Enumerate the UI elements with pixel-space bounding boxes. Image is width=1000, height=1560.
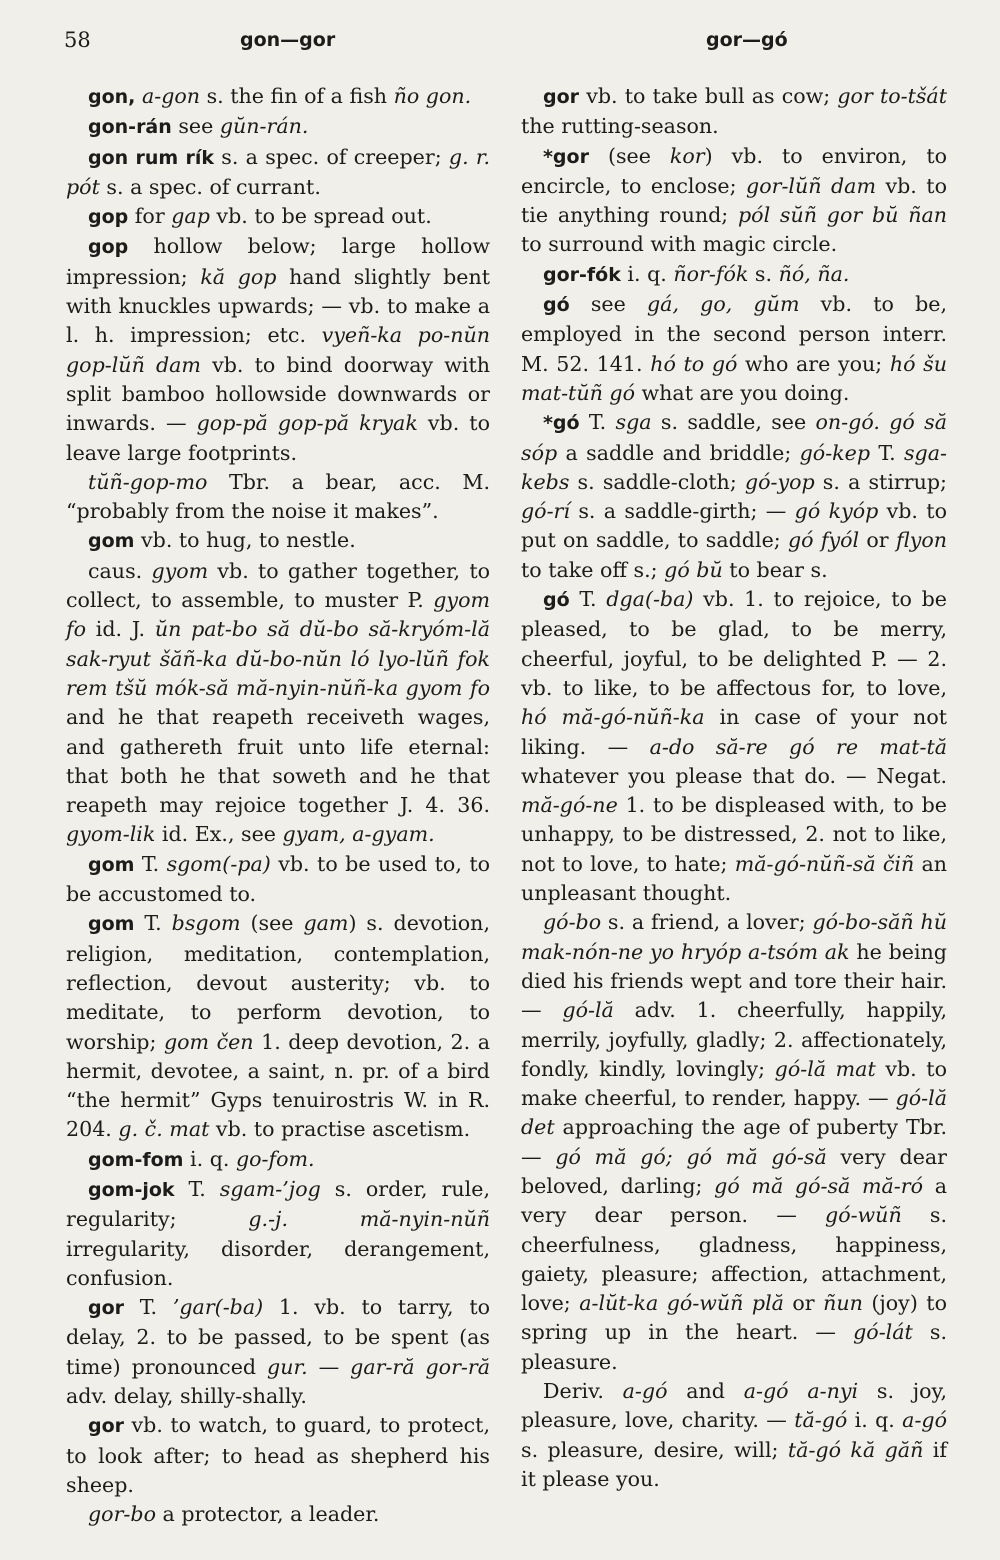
headword: gom-fom — [88, 1148, 184, 1171]
italic-form: gó-lát — [853, 1320, 913, 1345]
italic-form: sgom(-pa) — [166, 851, 271, 876]
dictionary-entry — [66, 1411, 490, 1500]
definition-text: (see — [588, 143, 670, 168]
italic-form: gyom-lik — [66, 822, 156, 847]
definition-text: s. a friend, a lover; — [601, 910, 813, 935]
definition-text: s. saddle, see — [651, 410, 816, 435]
definition-text: s. order, rule, regularity; — [66, 1176, 490, 1232]
headword: *gor — [543, 145, 589, 168]
definition-text: s. pleasure, desire, will; — [521, 1437, 788, 1462]
headword: gor — [88, 1415, 125, 1438]
dictionary-entry — [66, 468, 490, 527]
dictionary-entry — [66, 850, 490, 910]
dictionary-entry — [66, 1293, 490, 1411]
definition-text: adv. 1. cheerfully, happily, merrily, joyfully, gladly; 2. affectionately, fondly, kindly, lovingly; — [521, 998, 948, 1081]
dictionary-entry — [66, 1500, 490, 1529]
italic-form: gó-kep — [799, 440, 871, 465]
dictionary-entry — [521, 908, 947, 1377]
italic-form: sga-kebs — [521, 440, 947, 494]
italic-form: go-fom. — [235, 1146, 315, 1171]
definition-text: vb. to bind doorway with split bamboo hollowside downwards or inwards. — — [66, 352, 490, 436]
dictionary-entry — [66, 557, 490, 850]
definition-text: see — [171, 114, 220, 139]
dictionary-entry — [521, 142, 947, 260]
italic-form: bsgom — [171, 911, 241, 936]
italic-form: gó mă gó-să mă-ró — [714, 1173, 924, 1198]
header-right: gor—gó — [706, 29, 788, 51]
italic-form: ñun — [823, 1291, 863, 1316]
definition-text: to take off s.; — [521, 557, 665, 582]
definition-text: for — [128, 204, 172, 229]
definition-text: i. q. — [620, 261, 674, 286]
italic-form: hó to gó — [650, 351, 738, 376]
definition-text: (joy) to spring up in the heart. — — [521, 1291, 947, 1345]
definition-text: s. the fin of a fish — [200, 84, 394, 108]
definition-text: 1. to be displeased with, to be unhappy, to be distressed, 2. not to like, not to love, to hate; — [521, 793, 947, 876]
definition-text: 1. deep devotion, 2. a hermit, devotee, a saint, n. pr. of a bird “the hermit” Gyps tenuirostris W. in R. 204. — [66, 1029, 490, 1142]
dictionary-entry — [66, 112, 490, 142]
italic-form: gor-lŭñ dam — [746, 173, 876, 198]
headword: *gó — [543, 412, 580, 435]
definition-text: irregularity, disorder, derangement, confusion. — [66, 1236, 490, 1290]
definition-text: s. pleasure. — [521, 1320, 947, 1374]
italic-form: gó-lă det — [521, 1086, 947, 1140]
dictionary-entry — [521, 82, 947, 142]
definition-text: vb. to be, employed in the second person interr. M. 52. 141. — [521, 292, 948, 376]
dictionary-entry — [66, 526, 490, 556]
definition-text: vb. to hug, to nestle. — [134, 528, 356, 553]
definition-text: Tbr. a bear, acc. M. “probably from the noise it makes”. — [66, 469, 490, 524]
definition-text: ) vb. to environ, to encircle, to enclose; — [521, 143, 948, 198]
definition-text: s. a saddle-girth; — — [569, 499, 795, 524]
definition-text: hollow below; large hollow impression; — [66, 234, 490, 289]
italic-form: kor — [669, 143, 705, 168]
italic-form: gó-yop — [744, 469, 815, 494]
definition-text: and — [667, 1379, 744, 1404]
italic-form: sga — [615, 410, 652, 435]
italic-form: gyom fo — [66, 588, 490, 642]
definition-text: vb. to tie anything round; — [521, 173, 947, 228]
italic-form: gŭn-rán. — [219, 114, 309, 139]
headword: gó — [543, 294, 570, 317]
definition-text: adv. delay, shilly-shally. — [66, 1384, 307, 1409]
definition-text: caus. — [88, 558, 152, 583]
definition-text: a saddle and briddle; — [557, 440, 800, 465]
dictionary-entry — [66, 1145, 490, 1175]
running-head — [0, 26, 1000, 60]
definition-text: vb. to practise ascetism. — [209, 1117, 471, 1142]
definition-text: — — [307, 1354, 351, 1379]
definition-text: s. joy, pleasure, love, charity. — — [521, 1379, 947, 1433]
definition-text: or — [859, 528, 896, 553]
italic-form: gop-pă gop-pă kryak — [196, 411, 418, 436]
italic-form: gó-rí — [521, 499, 570, 524]
definition-text: i. q. — [183, 1146, 236, 1171]
headword: gon, — [88, 86, 136, 108]
definition-text: and he that reapeth receiveth wages, and gathereth fruit unto life eternal: that both he that soweth and he that reapeth may rejoice together J. 4. 36. — [66, 705, 490, 818]
italic-form: gap — [171, 204, 210, 229]
italic-form: mă-gó-ne — [521, 793, 618, 818]
definition-text: s. a spec. of creeper; — [214, 144, 449, 169]
definition-text: T. — [870, 440, 904, 465]
italic-form: a-gon — [141, 84, 201, 108]
headword: gon rum rík — [88, 146, 215, 169]
definition-text: vb. to be spread out. — [209, 204, 432, 229]
italic-form: gur. — [267, 1354, 308, 1379]
italic-form: a-gó — [622, 1379, 668, 1404]
dictionary-entry — [66, 1175, 490, 1293]
dictionary-entry — [66, 232, 490, 467]
definition-text: T. — [569, 587, 607, 612]
definition-text: 1. vb. to tarry, to delay, 2. to be passed, to be spent (as time) pronounced — [66, 1295, 490, 1379]
definition-text: whatever you please that do. — Negat. — [521, 763, 947, 788]
italic-form: on-gó. gó să sóp — [521, 410, 948, 465]
definition-text: T. — [134, 851, 167, 876]
italic-form: kă gop — [200, 264, 277, 289]
dictionary-entry — [66, 143, 490, 203]
headword: gor — [88, 1297, 125, 1320]
italic-form: ño gon. — [393, 84, 472, 108]
headword: gom — [88, 853, 135, 876]
right-column — [521, 82, 947, 1494]
definition-text: s. cheerfulness, gladness, happiness, gaiety, pleasure; affection, attachment, love; — [521, 1203, 947, 1316]
definition-text: if it please you. — [521, 1437, 947, 1491]
definition-text: he being died his friends wept and tore their hair. — — [521, 939, 947, 1023]
italic-form: gó bŭ — [664, 557, 723, 582]
italic-form: hó šu mat-tŭñ gó — [521, 351, 947, 405]
definition-text: s. saddle-cloth; — [569, 469, 745, 494]
definition-text: T. — [174, 1176, 220, 1201]
italic-form: g. r. pót — [66, 144, 490, 199]
definition-text: approaching the age of puberty Tbr. — — [521, 1115, 947, 1169]
dictionary-entry — [521, 1377, 947, 1494]
italic-form: gor to-tšát — [837, 84, 947, 108]
page-number: 58 — [64, 28, 91, 52]
definition-text: a very dear person. — — [521, 1173, 947, 1228]
definition-text: vb. to take bull as cow; — [579, 84, 838, 108]
italic-form: dga(-ba) — [606, 587, 694, 612]
definition-text: vb. to be used to, to be accustomed to. — [66, 851, 490, 907]
headword: gom-jok — [88, 1178, 175, 1201]
definition-text: s. a spec. of currant. — [99, 174, 321, 199]
italic-form: pól sŭñ gor bŭ ñan — [738, 203, 948, 228]
definition-text: ) s. devotion, religion, meditation, contemplation, reflection, devout austerity; vb. to meditate, to perform devotion, to worship; — [66, 911, 490, 1054]
definition-text: vb. to put on saddle, to saddle; — [521, 499, 947, 553]
italic-form: gyom — [151, 558, 209, 583]
italic-form: ñor-fók — [673, 261, 749, 286]
definition-text: or — [783, 1291, 824, 1316]
italic-form: hó mă-gó-nŭñ-ka — [521, 705, 705, 730]
dictionary-entry — [66, 202, 490, 232]
italic-form: a-lŭt-ka gó-wŭñ plă — [579, 1291, 784, 1316]
italic-form: gó mă gó; gó mă gó-să — [555, 1144, 827, 1169]
italic-form: gó-lă mat — [774, 1056, 876, 1081]
headword: gom — [88, 530, 135, 553]
italic-form: g.-j. mă-nyin-nŭñ — [248, 1207, 490, 1232]
headword: gop — [88, 236, 129, 259]
headword: gor-fók — [543, 263, 621, 286]
italic-form: gam — [303, 911, 349, 936]
definition-text: what are you doing. — [634, 380, 850, 405]
headword: gon-rán — [88, 116, 172, 139]
definition-text: (see — [240, 911, 304, 936]
italic-form: a-gó a-nyi — [743, 1379, 859, 1404]
definition-text: hand slightly bent with knuckles upwards; — vb. to make a l. h. impression; etc. — [66, 264, 491, 348]
italic-form: gom čen — [163, 1029, 254, 1054]
italic-form: sgam-’jog — [219, 1176, 321, 1201]
definition-text: s. a stirrup; — [814, 469, 947, 494]
italic-form: gar-ră gor-ră — [350, 1354, 490, 1379]
headword: gom — [88, 913, 135, 936]
italic-form: gó kyóp — [794, 499, 879, 524]
definition-text: vb. to gather together, to collect, to assemble, to muster P. — [66, 558, 490, 613]
italic-form: gó-wŭñ — [825, 1203, 902, 1228]
definition-text: very dear beloved, darling; — [521, 1144, 948, 1198]
italic-form: vyeñ-ka po-nŭn gop-lŭñ dam — [66, 323, 490, 377]
definition-text: Deriv. — [543, 1379, 623, 1404]
italic-form: ’gar(-ba) — [172, 1295, 264, 1320]
dictionary-entry — [66, 909, 490, 1144]
header-left: gon—gor — [240, 29, 336, 51]
italic-form: a-gó — [902, 1408, 947, 1433]
italic-form: mă-gó-nŭñ-să čiñ — [734, 851, 915, 876]
definition-text: s. — [748, 261, 779, 286]
definition-text: vb. to watch, to guard, to protect, to look after; to head as shepherd his sheep. — [66, 1413, 490, 1497]
definition-text: who are you; — [737, 351, 890, 376]
italic-form: gó fyól — [787, 528, 860, 553]
italic-form: tă-gó kă găñ — [787, 1437, 924, 1462]
definition-text: vb. 1. to rejoice, to be pleased, to be glad, to be merry, cheerful, joyful, to be delighted P. — 2. vb. to like, to be affectous for, to love, — [521, 587, 947, 700]
definition-text: the rutting-season. — [521, 114, 719, 139]
italic-form: tŭñ-gop-mo — [88, 469, 208, 494]
definition-text: T. — [134, 911, 172, 936]
definition-text: id. Ex., see — [155, 822, 283, 847]
definition-text: id. J. — [86, 617, 155, 642]
definition-text: T. — [579, 410, 616, 435]
italic-form: tă-gó — [794, 1408, 848, 1433]
italic-form: gá, go, gŭm — [646, 292, 800, 317]
dictionary-entry — [521, 585, 947, 908]
italic-form: gó-lă — [562, 998, 614, 1023]
headword: gó — [543, 589, 570, 612]
headword: gop — [88, 206, 129, 229]
italic-form: ñó, ña. — [778, 261, 850, 286]
italic-form: a-do să-re gó re mat-tă — [649, 734, 947, 759]
italic-form: gó-bo-săñ hŭ mak-nón-ne yo hryóp a-tsóm ak — [521, 910, 947, 964]
definition-text: vb. to make cheerful, to render, happy. — — [521, 1056, 947, 1111]
definition-text: T. — [124, 1295, 173, 1320]
italic-form: g. č. mat — [118, 1117, 210, 1142]
definition-text: see — [569, 292, 647, 317]
dictionary-entry — [521, 260, 947, 290]
italic-form: ŭn pat-bo să dŭ-bo să-kryóm-lă sak-ryut šăñ-ka dŭ-bo-nŭn ló lyo-lŭñ fok rem tšŭ mók-să mă-nyin-nŭñ-ka gyom fo — [66, 617, 490, 700]
dictionary-entry — [521, 408, 947, 585]
italic-form: gor-bo — [88, 1502, 156, 1527]
definition-text: a protector, a leader. — [155, 1502, 380, 1527]
dictionary-entry — [521, 290, 947, 408]
definition-text: to bear s. — [722, 557, 828, 582]
definition-text: an unpleasant thought. — [521, 851, 948, 906]
definition-text: i. q. — [847, 1408, 903, 1433]
left-column — [66, 82, 490, 1530]
dictionary-entry — [66, 82, 490, 112]
italic-form: flyon — [895, 528, 947, 553]
headword: gor — [543, 86, 580, 108]
italic-form: gyam, a-gyam. — [282, 822, 435, 847]
definition-text: in case of your not liking. — — [521, 705, 947, 759]
italic-form: gó-bo — [543, 910, 602, 935]
definition-text: to surround with magic circle. — [521, 232, 838, 257]
definition-text: vb. to leave large footprints. — [66, 411, 490, 465]
